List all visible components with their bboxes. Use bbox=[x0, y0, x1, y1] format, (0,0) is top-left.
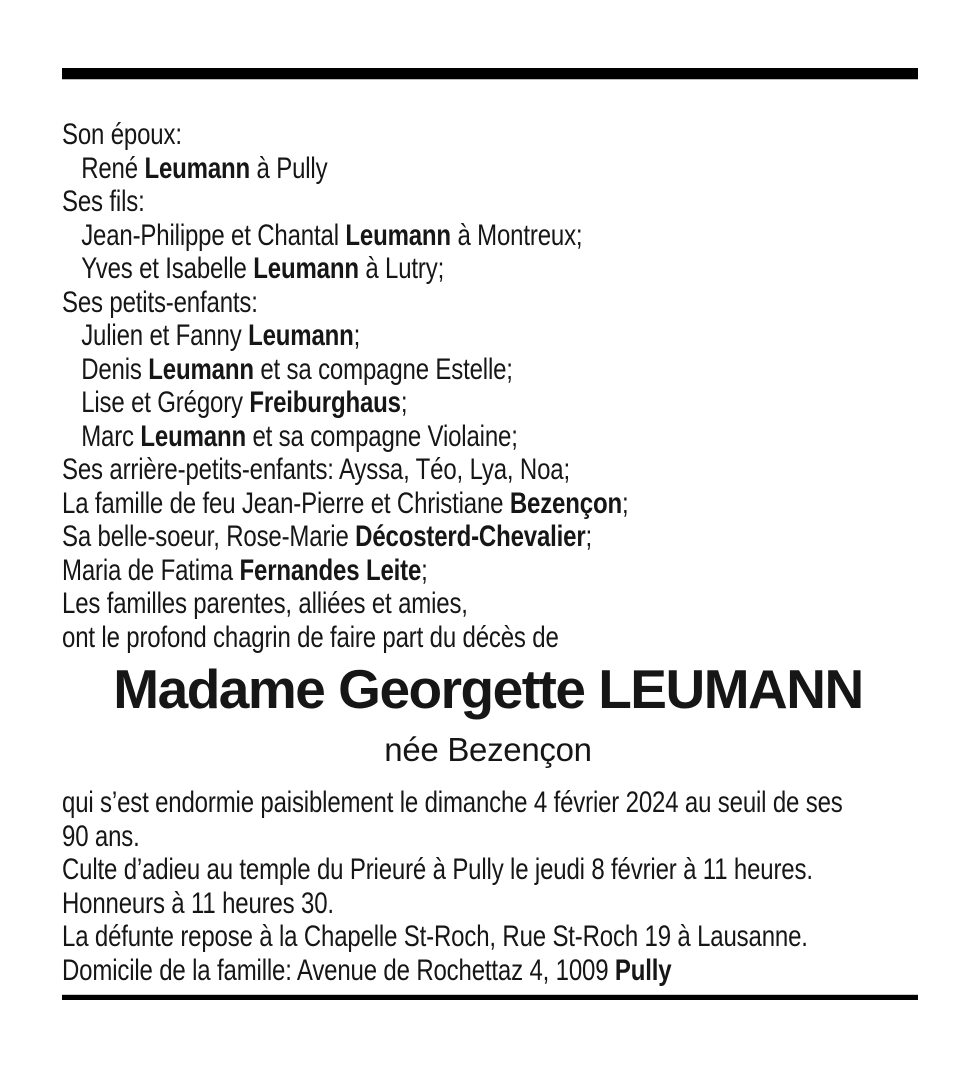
text-segment: Les familles parentes, alliées et amies, bbox=[62, 587, 468, 620]
top-rule bbox=[62, 68, 918, 79]
family-line bbox=[62, 185, 918, 219]
text-segment: à Lutry; bbox=[358, 252, 445, 285]
family-line bbox=[62, 152, 918, 186]
bold-name-text: Leumann bbox=[253, 252, 359, 285]
text-segment: Yves et Isabelle bbox=[81, 252, 254, 285]
announcement-line bbox=[62, 954, 918, 988]
text-segment: Culte d’adieu au temple du Prieuré à Pully le jeudi 8 février à 11 heures. bbox=[62, 853, 813, 886]
bottom-rule bbox=[62, 995, 918, 1000]
family-line bbox=[62, 118, 918, 152]
bold-name-text: Leumann bbox=[140, 419, 246, 453]
family-line bbox=[62, 453, 918, 487]
bold-name-text: Décosterd-Chevalier bbox=[355, 520, 586, 553]
text-segment: Jean-Philippe et Chantal bbox=[81, 218, 346, 252]
text-segment: ; bbox=[621, 486, 629, 520]
bold-name-text: Freiburghaus bbox=[249, 386, 401, 419]
maiden-name-subtitle: née Bezençon bbox=[384, 731, 592, 768]
family-line bbox=[62, 386, 918, 420]
text-segment: ; bbox=[400, 386, 408, 419]
family-line bbox=[62, 319, 918, 353]
family-line bbox=[62, 621, 918, 655]
text-segment: Julien et Fanny bbox=[81, 319, 249, 352]
family-list bbox=[62, 118, 918, 654]
bold-name-text: Fernandes Leite bbox=[239, 553, 422, 587]
family-line bbox=[62, 353, 918, 387]
text-segment: ; bbox=[353, 319, 361, 352]
text-segment: Honneurs à 11 heures 30. bbox=[62, 886, 334, 920]
text-segment: Sa belle-soeur, Rose-Marie bbox=[62, 520, 356, 553]
bold-name-text: Pully bbox=[614, 953, 672, 987]
text-segment: Lise et Grégory bbox=[81, 386, 250, 419]
deceased-name-title: Madame Georgette LEUMANN bbox=[113, 658, 863, 720]
family-line bbox=[62, 587, 918, 621]
text-segment: René bbox=[81, 151, 145, 185]
bold-name-text: Leumann bbox=[345, 218, 451, 252]
text-segment: ; bbox=[421, 553, 428, 587]
text-segment: et sa compagne Estelle; bbox=[253, 352, 513, 386]
family-line bbox=[62, 420, 918, 454]
announcement-line bbox=[62, 887, 918, 921]
text-segment: Denis bbox=[81, 352, 149, 386]
text-segment: Domicile de la famille: Avenue de Rochettaz 4, 1009 bbox=[62, 953, 615, 987]
text-segment: 90 ans. bbox=[62, 819, 140, 853]
text-segment: Ses arrière-petits-enfants: Ayssa, Téo, Lya, Noa; bbox=[62, 453, 570, 486]
announcement-line bbox=[62, 786, 918, 820]
text-segment: ont le profond chagrin de faire part du décès de bbox=[62, 620, 559, 654]
text-segment: Ses petits-enfants: bbox=[62, 285, 258, 319]
family-line bbox=[62, 520, 918, 554]
announcement-line bbox=[62, 920, 918, 954]
family-line bbox=[62, 487, 918, 521]
text-segment: à Pully bbox=[250, 151, 328, 185]
text-segment: Maria de Fatima bbox=[62, 553, 240, 587]
bold-name-text: Leumann bbox=[248, 319, 354, 352]
announcement-line bbox=[62, 820, 918, 854]
bold-name-text: Bezençon bbox=[509, 486, 622, 520]
text-segment: Son époux: bbox=[62, 118, 182, 151]
text-segment: et sa compagne Violaine; bbox=[245, 419, 518, 453]
text-segment: ; bbox=[585, 520, 593, 553]
announcement-list bbox=[62, 786, 918, 987]
family-line bbox=[62, 554, 918, 588]
text-segment: qui s’est endormie paisiblement le dimanche 4 février 2024 au seuil de ses bbox=[62, 786, 843, 819]
text-segment: à Montreux; bbox=[450, 218, 583, 252]
bold-name-text: Leumann bbox=[148, 352, 254, 386]
text-segment: Marc bbox=[81, 419, 141, 453]
family-line bbox=[62, 286, 918, 320]
announcement-line bbox=[62, 853, 918, 887]
text-segment: Ses fils: bbox=[62, 185, 145, 218]
family-line bbox=[62, 219, 918, 253]
family-line bbox=[62, 252, 918, 286]
text-segment: La famille de feu Jean-Pierre et Christiane bbox=[62, 486, 510, 520]
text-segment: La défunte repose à la Chapelle St-Roch, Rue St-Roch 19 à Lausanne. bbox=[62, 920, 808, 953]
bold-name-text: Leumann bbox=[144, 151, 251, 185]
